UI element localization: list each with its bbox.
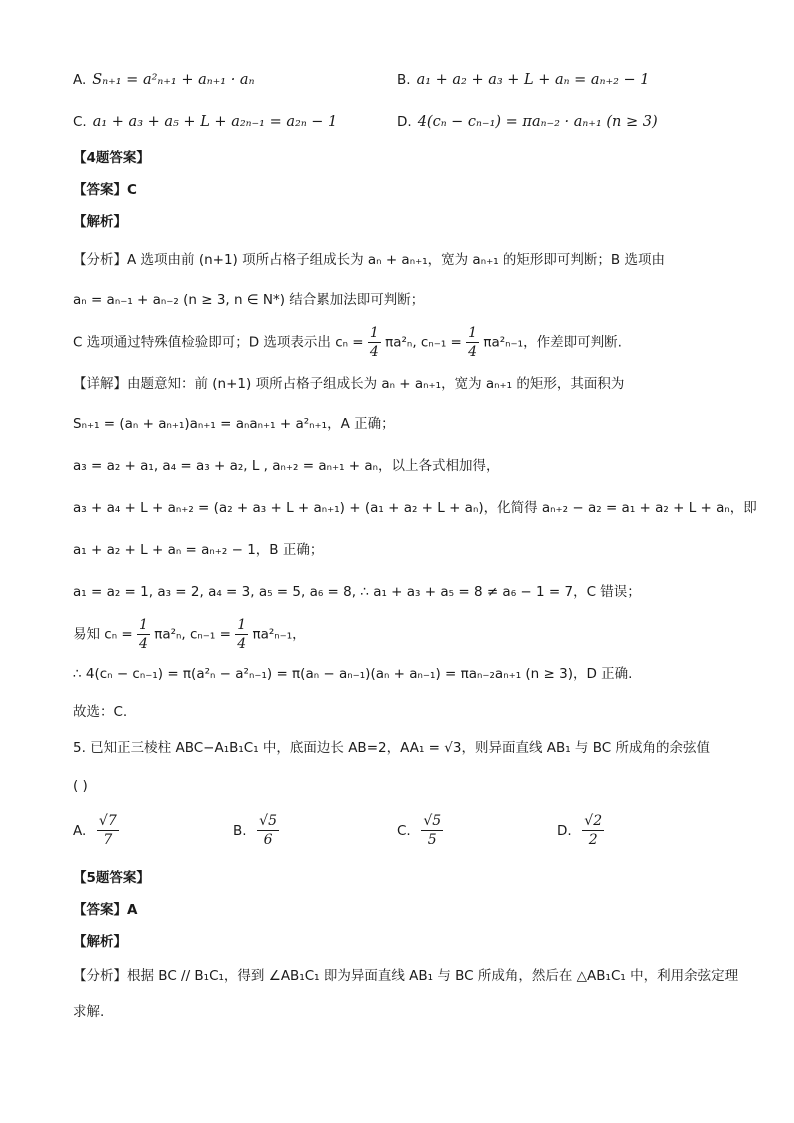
- q5-answer-header: 【5题答案】: [73, 870, 150, 886]
- q4-xiangjie-line-2: Sₙ₊₁ = (aₙ + aₙ₊₁)aₙ₊₁ = aₙaₙ₊₁ + a²ₙ₊₁，A 正确；: [73, 416, 395, 432]
- fraction-one-quarter: $\frac{1}{4}$: [237, 617, 247, 652]
- q4-option-a: A. Sₙ₊₁ = a²ₙ₊₁ + aₙ₊₁ · aₙ: [73, 72, 255, 88]
- q4-fenxi-line-2: aₙ = aₙ₋₁ + aₙ₋₂ (n ≥ 3, n ∈ N*) 结合累加法即可判断；: [73, 292, 425, 308]
- q5-analysis-header: 【解析】: [73, 934, 127, 950]
- q5-fenxi-line-1: 【分析】根据 BC // B₁C₁，得到 ∠AB₁C₁ 即为异面直线 AB₁ 与 BC 所成角，然后在 △AB₁C₁ 中，利用余弦定理: [73, 968, 739, 984]
- q4-option-d-text: 4(cₙ − cₙ₋₁) = πaₙ₋₂ · aₙ₊₁ (n ≥ 3): [417, 114, 658, 130]
- q4-option-b: B. a₁ + a₂ + a₃ + L + aₙ = aₙ₊₂ − 1: [397, 72, 650, 88]
- q4-option-b-text: a₁ + a₂ + a₃ + L + aₙ = aₙ₊₂ − 1: [416, 72, 650, 88]
- fraction-one-quarter: $\frac{1}{4}$: [369, 325, 379, 360]
- q5-stem-line-1: 5. 已知正三棱柱 ABC−A₁B₁C₁ 中，底面边长 AB=2，AA₁ = √3，则异面直线 AB₁ 与 BC 所成角的余弦值: [73, 740, 710, 756]
- q4-choose: 故选：C.: [73, 704, 128, 720]
- q4-xiangjie-line-5: a₁ + a₂ + L + aₙ = aₙ₊₂ − 1，B 正确；: [73, 542, 324, 558]
- q4-xiangjie-line-1: 【详解】由题意知：前 (n+1) 项所占格子组成长为 aₙ + aₙ₊₁，宽为 aₙ₊₁ 的矩形，其面积为: [73, 376, 625, 392]
- q4-xiangjie-line-3: a₃ = a₂ + a₁, a₄ = a₃ + a₂, L , aₙ₊₂ = aₙ₊₁ + aₙ，以上各式相加得，: [73, 458, 500, 474]
- q5-option-b: B. $\frac{√5}{6}$: [233, 813, 277, 848]
- q4-option-d: D. 4(cₙ − cₙ₋₁) = πaₙ₋₂ · aₙ₊₁ (n ≥ 3): [397, 114, 658, 130]
- q5-option-c: C. $\frac{√5}{5}$: [397, 813, 442, 848]
- q5-fenxi-line-2: 求解.: [73, 1004, 105, 1020]
- q4-option-c-text: a₁ + a₃ + a₅ + L + a₂ₙ₋₁ = a₂ₙ − 1: [92, 114, 338, 130]
- q5-stem-line-2: ( ): [73, 778, 88, 794]
- q5-option-a-value: $\frac{√7}{7}$: [98, 813, 117, 848]
- q4-fenxi-line-3: C 选项通过特殊值检验即可；D 选项表示出 cₙ = $\frac{1}{4}$ πa²ₙ, cₙ₋₁ = $\frac{1}{4}$ πa²ₙ₋₁，作差即可判断.: [73, 325, 622, 360]
- q5-option-d-value: $\frac{√2}{2}$: [584, 813, 603, 848]
- q4-option-c: C. a₁ + a₃ + a₅ + L + a₂ₙ₋₁ = a₂ₙ − 1: [73, 114, 338, 130]
- q4-analysis-header: 【解析】: [73, 214, 127, 230]
- q4-answer-header: 【4题答案】: [73, 150, 150, 166]
- q4-fenxi-line-1: 【分析】A 选项由前 (n+1) 项所占格子组成长为 aₙ + aₙ₊₁，宽为 aₙ₊₁ 的矩形即可判断；B 选项由: [73, 252, 665, 268]
- q4-xiangjie-line-4: a₃ + a₄ + L + aₙ₊₂ = (a₂ + a₃ + L + aₙ₊₁) + (a₁ + a₂ + L + aₙ)，化简得 aₙ₊₂ − a₂ = a₁ + a₂ + L + aₙ，即: [73, 500, 757, 516]
- q5-option-c-value: $\frac{√5}{5}$: [423, 813, 442, 848]
- fraction-one-quarter: $\frac{1}{4}$: [468, 325, 478, 360]
- q5-option-d: D. $\frac{√2}{2}$: [557, 813, 603, 848]
- q4-answer: 【答案】C: [73, 182, 137, 198]
- q4-xiangjie-line-7: 易知 cₙ = $\frac{1}{4}$ πa²ₙ, cₙ₋₁ = $\frac{1}{4}$ πa²ₙ₋₁，: [73, 617, 306, 652]
- q4-xiangjie-line-8: ∴ 4(cₙ − cₙ₋₁) = π(a²ₙ − a²ₙ₋₁) = π(aₙ − aₙ₋₁)(aₙ + aₙ₋₁) = πaₙ₋₂aₙ₊₁ (n ≥ 3)，D 正确.: [73, 666, 633, 682]
- q4-option-a-text: Sₙ₊₁ = a²ₙ₊₁ + aₙ₊₁ · aₙ: [92, 72, 255, 88]
- q5-option-a: A. $\frac{√7}{7}$: [73, 813, 117, 848]
- q5-answer: 【答案】A: [73, 902, 138, 918]
- q4-xiangjie-line-6: a₁ = a₂ = 1, a₃ = 2, a₄ = 3, a₅ = 5, a₆ = 8, ∴ a₁ + a₃ + a₅ = 8 ≠ a₆ − 1 = 7，C 错误；: [73, 584, 641, 600]
- q5-option-b-value: $\frac{√5}{6}$: [259, 813, 277, 848]
- fraction-one-quarter: $\frac{1}{4}$: [139, 617, 148, 652]
